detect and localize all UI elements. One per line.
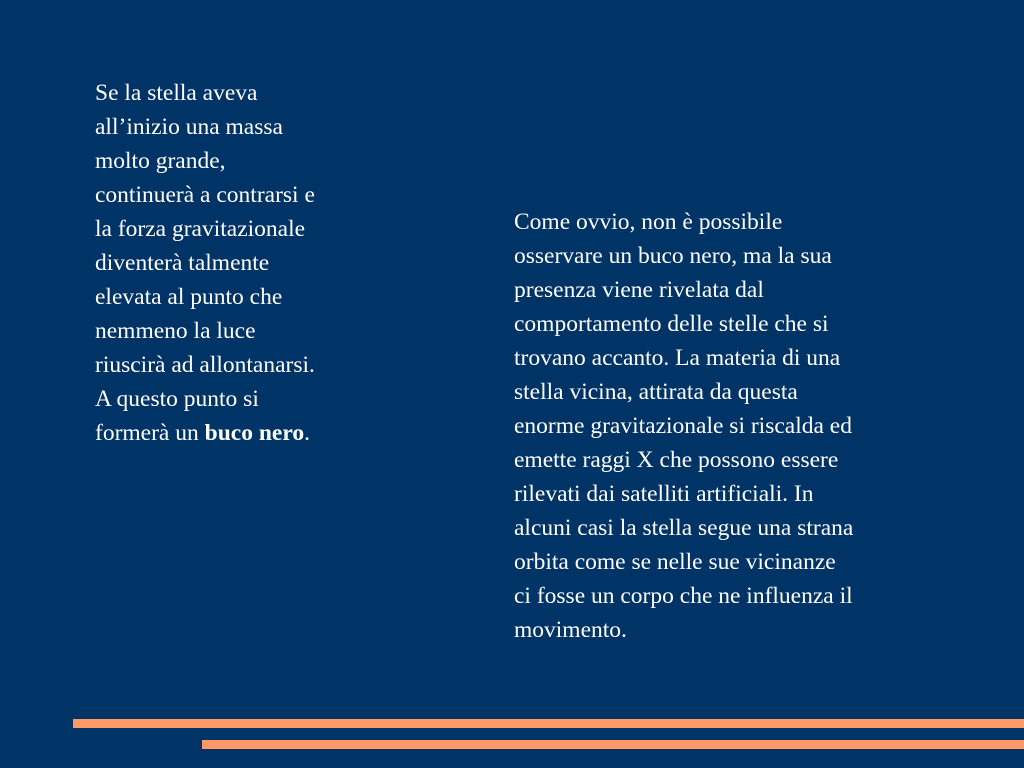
left-paragraph-trail: . bbox=[304, 420, 310, 446]
buco-nero-emphasis: buco nero bbox=[204, 420, 305, 446]
accent-stripe-bottom bbox=[202, 740, 1024, 749]
left-paragraph-lead: Se la stella aveva all’inizio una massa molto grande, continuerà a contrarsi e la forza gravitazionale diventerà talmente elevata al punto che nemmeno la luce riuscirà ad allontanarsi. A questo punto si formerà un bbox=[95, 80, 315, 446]
accent-stripe-top bbox=[73, 719, 1024, 728]
left-paragraph bbox=[95, 76, 395, 450]
right-paragraph: Come ovvio, non è possibile osservare un buco nero, ma la sua presenza viene rivelata dal comportamento delle stelle che si trovano accanto. La materia di una stella vicina, attirata da questa enorme gravitazionale si riscalda ed emette raggi X che possono essere rilevati dai satelliti artificiali. In alcuni casi la stella segue una strana orbita come se nelle sue vicinanze ci fosse un corpo che ne influenza il movimento. bbox=[514, 209, 854, 643]
